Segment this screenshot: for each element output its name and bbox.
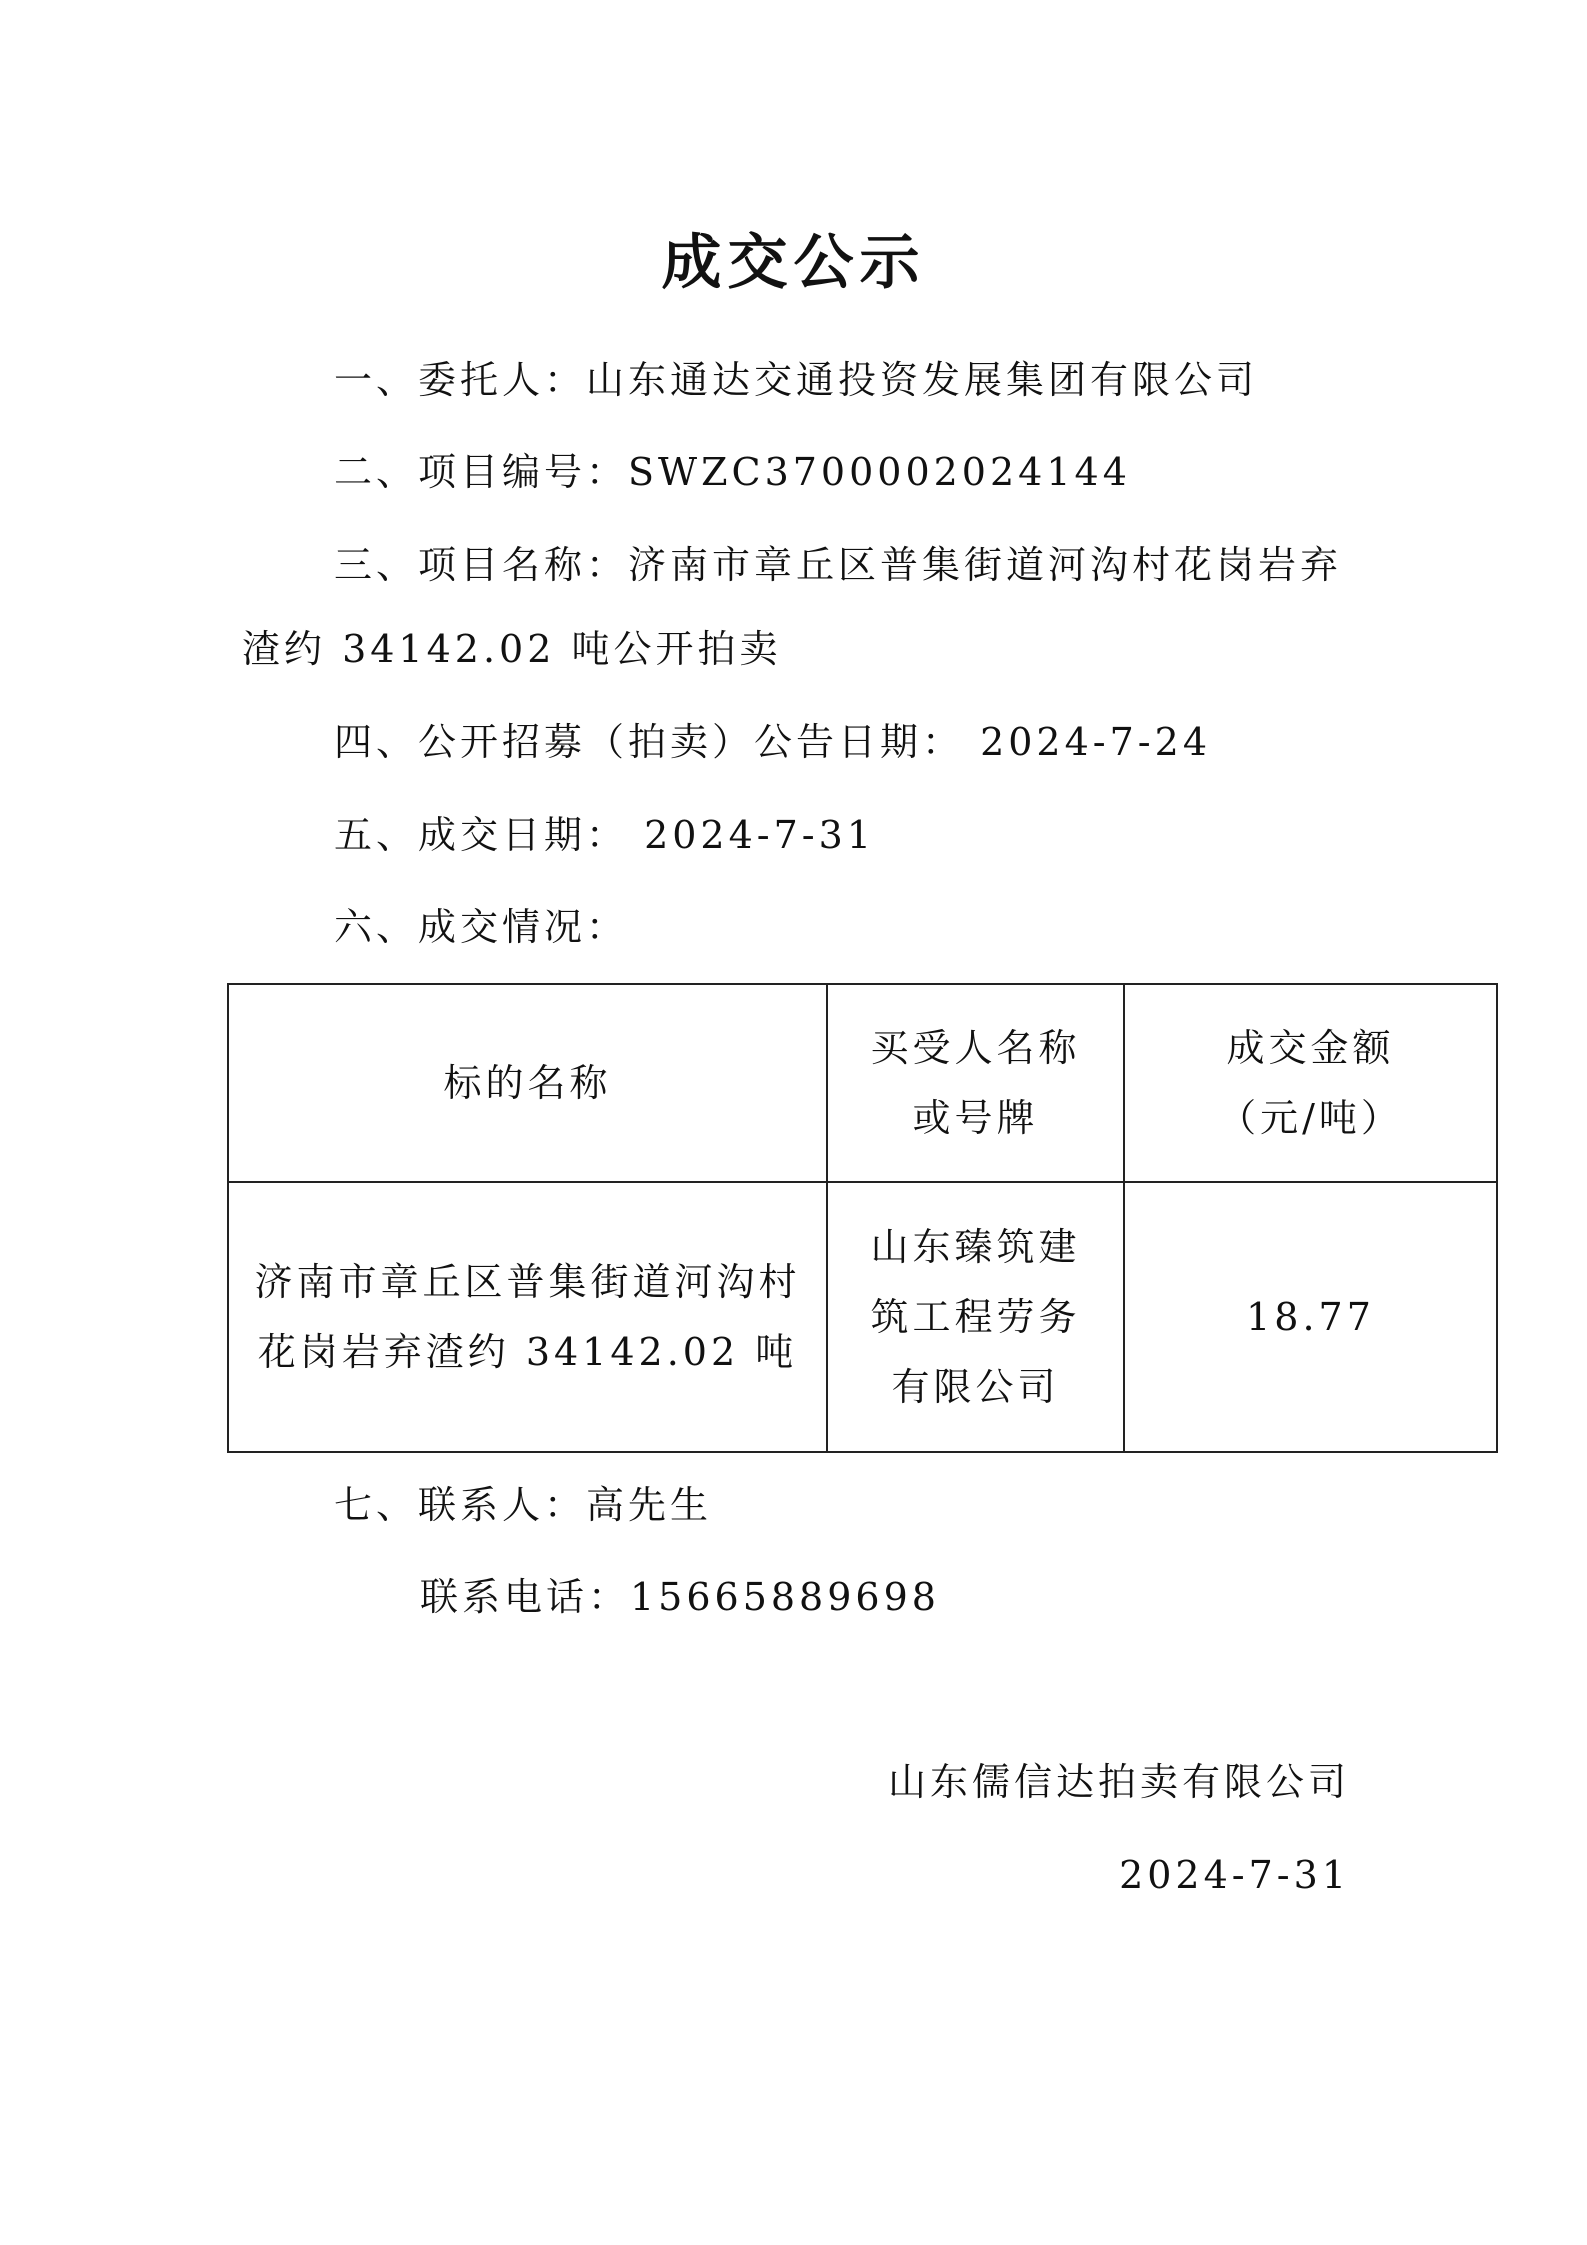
project-number-line: 二、项目编号：SWZC3700002024144 [334,450,1131,494]
header-amount-line-2: （元/吨） [1218,1096,1403,1140]
header-amount-line-1: 成交金额 [1226,1026,1395,1070]
subject-name-line-1: 济南市章丘区普集街道河沟村 [254,1260,801,1304]
subject-name-line-2: 花岗岩弃渣约 34142.02 吨 [257,1330,798,1374]
buyer-name-line-3: 有限公司 [891,1365,1060,1409]
announcement-date-line: 四、公开招募（拍卖）公告日期： 2024-7-24 [334,720,1211,764]
deal-amount-value: 18.77 [1246,1295,1375,1339]
buyer-name-line-2: 筑工程劳务 [870,1295,1081,1339]
header-buyer-name [827,984,1124,1182]
issuer-name: 山东儒信达拍卖有限公司 [887,1760,1350,1804]
cell-subject-name [228,1182,827,1452]
deal-date-line: 五、成交日期： 2024-7-31 [334,813,875,857]
cell-buyer-name [827,1182,1124,1452]
table-row [228,1182,1497,1452]
buyer-name-line-1: 山东臻筑建 [870,1225,1081,1269]
header-buyer-line-1: 买受人名称 [870,1026,1081,1070]
header-buyer-line-2: 或号牌 [912,1096,1039,1140]
contact-phone-line: 联系电话：15665889698 [420,1575,940,1619]
header-deal-amount [1124,984,1497,1182]
table-header-row [228,984,1497,1182]
page-title: 成交公示 [661,228,926,298]
project-name-line-1: 三、项目名称：济南市章丘区普集街道河沟村花岗岩弃 [334,543,1343,587]
entrustor-line: 一、委托人：山东通达交通投资发展集团有限公司 [334,358,1259,402]
cell-deal-amount [1124,1182,1497,1452]
project-name-line-2: 渣约 34142.02 吨公开拍卖 [242,627,782,671]
header-subject-name [228,984,827,1182]
contact-person-line: 七、联系人：高先生 [334,1483,713,1527]
header-subject-name-text: 标的名称 [443,1061,612,1105]
deal-status-line: 六、成交情况： [334,905,629,949]
issue-date: 2024-7-31 [1119,1853,1350,1897]
deal-table [227,983,1498,1453]
